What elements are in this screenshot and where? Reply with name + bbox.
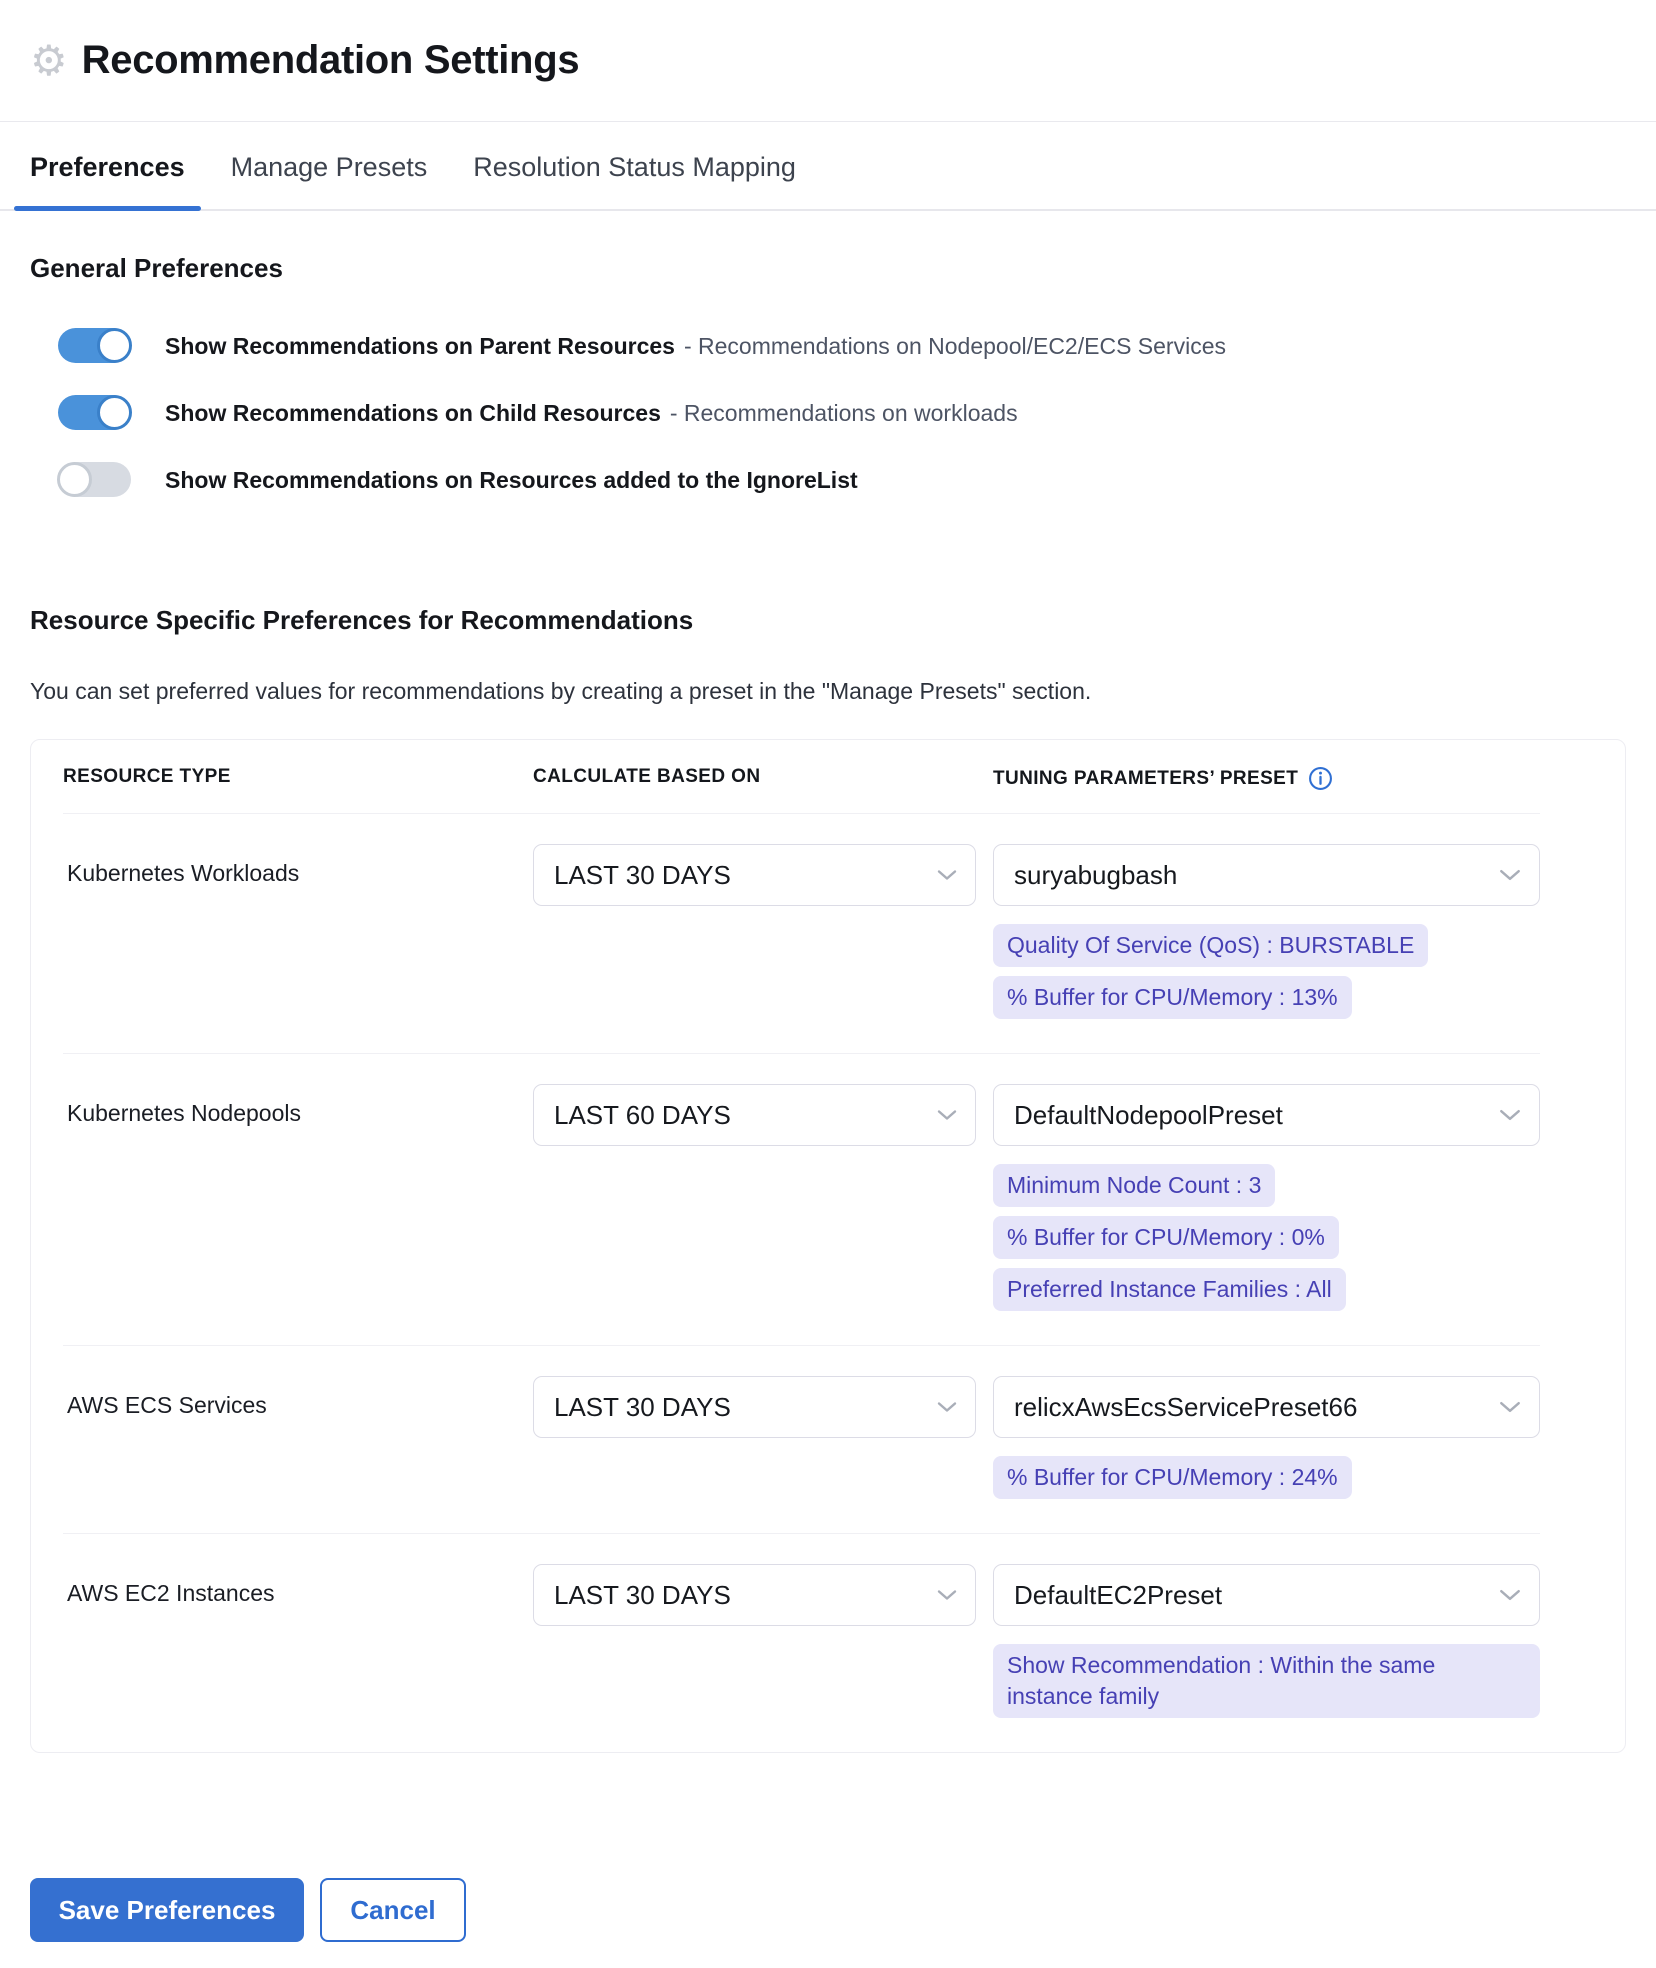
preset-tag: Show Recommendation : Within the same instance family: [993, 1644, 1540, 1718]
preset-tag: % Buffer for CPU/Memory : 13%: [993, 976, 1352, 1019]
select-value: DefaultNodepoolPreset: [1014, 1099, 1283, 1130]
tab-resolution-status-mapping[interactable]: Resolution Status Mapping: [473, 152, 796, 182]
table-row-aws-ecs-services: [63, 1346, 1540, 1534]
preset-select[interactable]: [993, 1084, 1540, 1146]
resource-type-label: AWS EC2 Instances: [67, 1580, 275, 1606]
column-header-tuning-preset: [993, 766, 1540, 791]
general-preferences-heading: General Preferences: [30, 253, 283, 283]
tab-bar: [0, 122, 1656, 211]
toggle-description: - Recommendations on workloads: [669, 399, 1018, 426]
toggle-description: - Recommendations on Nodepool/EC2/ECS Services: [683, 332, 1226, 359]
toggle-row-ignorelist-resources: [30, 462, 1626, 497]
column-header-calculate-based-on: CALCULATE BASED ON: [533, 766, 761, 787]
toggle-text: [165, 398, 1018, 428]
info-icon[interactable]: [1308, 766, 1333, 791]
select-value: DefaultEC2Preset: [1014, 1579, 1223, 1610]
preset-tag: Preferred Instance Families : All: [993, 1268, 1346, 1311]
toggle-knob: [57, 462, 92, 497]
calculate-based-on-cell: [533, 1084, 993, 1146]
preset-tag: % Buffer for CPU/Memory : 0%: [993, 1216, 1339, 1259]
resource-type-label: AWS ECS Services: [67, 1392, 267, 1418]
preset-select[interactable]: [993, 844, 1540, 906]
tab-manage-presets[interactable]: Manage Presets: [230, 152, 428, 182]
chevron-down-icon: [937, 1402, 957, 1413]
select-value: relicxAwsEcsServicePreset66: [1014, 1391, 1358, 1422]
chevron-down-icon: [937, 1590, 957, 1601]
preset-tags: [993, 1644, 1540, 1718]
select-value: LAST 30 DAYS: [554, 1579, 731, 1610]
preset-cell: [993, 1564, 1540, 1718]
resource-preferences-description: You can set preferred values for recommendations by creating a preset in the "Manage Presets" section.: [30, 678, 1092, 704]
resource-preferences-heading: Resource Specific Preferences for Recommendations: [30, 605, 694, 635]
preset-cell: [993, 1376, 1540, 1499]
parent-resources-toggle[interactable]: [58, 328, 131, 363]
select-value: suryabugbash: [1014, 859, 1178, 890]
calculate-based-on-select[interactable]: [533, 1084, 976, 1146]
column-header-resource-type: RESOURCE TYPE: [63, 766, 231, 787]
select-value: LAST 30 DAYS: [554, 859, 731, 890]
chevron-down-icon: [1499, 869, 1521, 881]
select-value: LAST 60 DAYS: [554, 1099, 731, 1130]
preset-tags: [993, 1164, 1540, 1311]
calculate-based-on-select[interactable]: [533, 1564, 976, 1626]
preset-tag: Quality Of Service (QoS) : BURSTABLE: [993, 924, 1428, 967]
toggle-label: Show Recommendations on Child Resources: [165, 399, 661, 426]
page-title: Recommendation Settings: [81, 38, 580, 82]
column-header-tuning-preset-label: TUNING PARAMETERS’ PRESET: [993, 767, 1299, 789]
table-header-row: [63, 740, 1540, 814]
gear-icon: ⚙: [30, 36, 68, 84]
table-row-kubernetes-nodepools: [63, 1054, 1540, 1346]
preset-tags: [993, 1456, 1540, 1499]
calculate-based-on-cell: [533, 844, 993, 906]
chevron-down-icon: [1499, 1401, 1521, 1413]
save-preferences-button[interactable]: Save Preferences: [30, 1878, 304, 1942]
preset-tags: [993, 924, 1540, 1019]
toggle-text: [165, 465, 858, 495]
preset-cell: [993, 844, 1540, 1019]
resource-type-label: Kubernetes Workloads: [67, 860, 300, 886]
footer-actions: [30, 1878, 1656, 1942]
toggle-text: [165, 331, 1226, 361]
chevron-down-icon: [937, 870, 957, 881]
cancel-button[interactable]: Cancel: [320, 1878, 466, 1942]
preset-tag: Minimum Node Count : 3: [993, 1164, 1275, 1207]
general-preferences-toggles: [30, 328, 1626, 497]
chevron-down-icon: [1499, 1109, 1521, 1121]
toggle-knob: [97, 395, 132, 430]
calculate-based-on-select[interactable]: [533, 1376, 976, 1438]
preset-tag: % Buffer for CPU/Memory : 24%: [993, 1456, 1352, 1499]
child-resources-toggle[interactable]: [58, 395, 131, 430]
select-value: LAST 30 DAYS: [554, 1391, 731, 1422]
ignorelist-resources-toggle[interactable]: [58, 462, 131, 497]
chevron-down-icon: [1499, 1589, 1521, 1601]
table-row-aws-ec2-instances: [63, 1534, 1540, 1752]
preset-select[interactable]: [993, 1564, 1540, 1626]
calculate-based-on-select[interactable]: [533, 844, 976, 906]
resource-type-label: Kubernetes Nodepools: [67, 1100, 301, 1126]
page-header: [0, 0, 1656, 122]
calculate-based-on-cell: [533, 1564, 993, 1626]
toggle-label: Show Recommendations on Parent Resources: [165, 332, 675, 359]
toggle-row-parent-resources: [30, 328, 1626, 363]
toggle-knob: [97, 328, 132, 363]
table-row-kubernetes-workloads: [63, 814, 1540, 1054]
preset-select[interactable]: [993, 1376, 1540, 1438]
chevron-down-icon: [937, 1110, 957, 1121]
tab-preferences[interactable]: Preferences: [30, 122, 185, 209]
resource-preferences-table: [30, 739, 1626, 1753]
preset-cell: [993, 1084, 1540, 1311]
calculate-based-on-cell: [533, 1376, 993, 1438]
toggle-row-child-resources: [30, 395, 1626, 430]
toggle-label: Show Recommendations on Resources added to the IgnoreList: [165, 466, 858, 493]
